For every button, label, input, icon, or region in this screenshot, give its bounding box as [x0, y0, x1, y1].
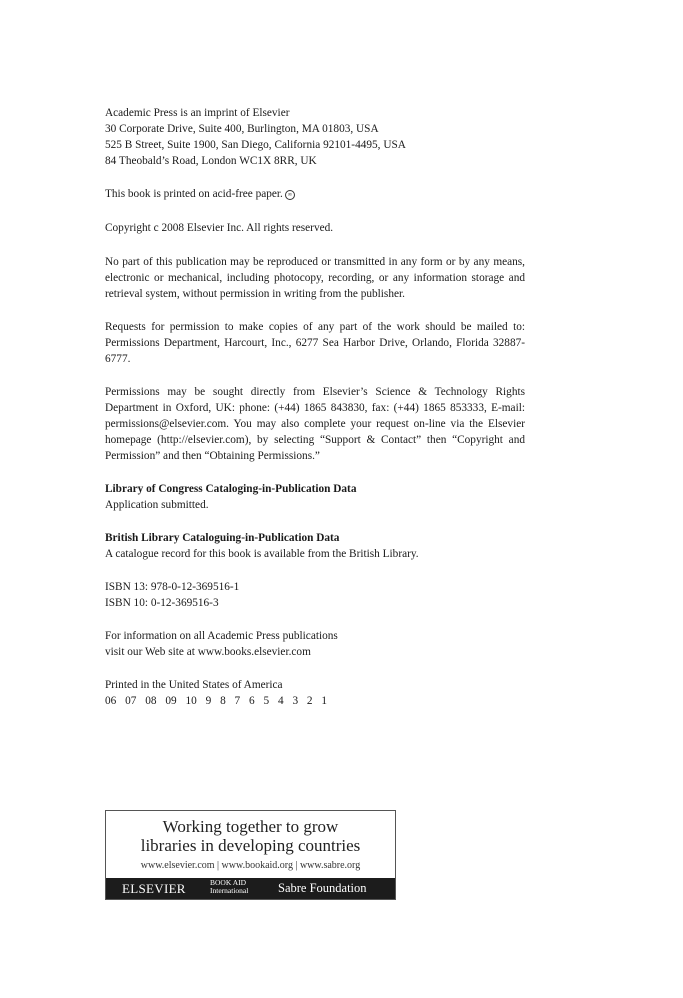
sabre-logo: Sabre Foundation — [278, 881, 367, 895]
logo-sites: www.elsevier.com | www.bookaid.org | www.sabre.org — [140, 860, 361, 871]
info-line: visit our Web site at www.books.elsevier.com — [105, 646, 311, 658]
bl-heading: British Library Cataloguing-in-Publication Data — [105, 532, 340, 544]
logo-slogan: Working together to grow — [162, 817, 339, 836]
isbn-13: ISBN 13: 978-0-12-369516-1 — [105, 581, 240, 593]
bookaid-line: BOOK AID — [210, 878, 247, 887]
logo-band — [106, 878, 395, 899]
publisher-line: Academic Press is an imprint of Elsevier — [105, 107, 290, 119]
permission-requests: Requests for permission to make copies of any part of the work should be mailed to: Permissions Department, Harcourt, Inc., 6277 Sea Harbor Drive, Orlando, Florida 32887-6777. — [105, 321, 525, 365]
loc-text: Application submitted. — [105, 499, 209, 511]
publisher-address — [105, 105, 525, 169]
bl-text: A catalogue record for this book is available from the British Library. — [105, 548, 419, 560]
copyright-notice: Copyright c 2008 Elsevier Inc. All rights reserved. — [105, 222, 334, 234]
info-line: For information on all Academic Press publications — [105, 630, 338, 642]
printing-block — [105, 677, 525, 709]
logo-slogan: libraries in developing countries — [140, 836, 361, 855]
loc-heading: Library of Congress Cataloging-in-Publication Data — [105, 483, 357, 495]
bl-cataloging — [105, 530, 525, 562]
acid-free-text: This book is printed on acid-free paper. — [105, 188, 283, 200]
loc-cataloging — [105, 481, 525, 513]
isbn-10: ISBN 10: 0-12-369516-3 — [105, 597, 219, 609]
print-line: 06 07 08 09 10 9 8 7 6 5 4 3 2 1 — [105, 695, 328, 707]
infinity-icon: ∞ — [285, 190, 295, 200]
info-block — [105, 628, 525, 660]
publisher-line: 84 Theobald’s Road, London WC1X 8RR, UK — [105, 155, 317, 167]
reproduction-notice: No part of this publication may be reproduced or transmitted in any form or by any means, electronic or mechanical, including photocopy, recording, or any information storage and retrieval system, without permission in writing from the publisher. — [105, 256, 525, 300]
printed-in: Printed in the United States of America — [105, 679, 283, 691]
acid-free-notice — [105, 186, 525, 202]
sponsor-logo — [105, 810, 396, 900]
elsevier-logo: ELSEVIER — [122, 881, 186, 896]
isbn-block — [105, 579, 525, 611]
bookaid-logo — [210, 879, 248, 895]
copyright-page — [105, 105, 525, 709]
publisher-line: 525 B Street, Suite 1900, San Diego, California 92101-4495, USA — [105, 139, 406, 151]
publisher-line: 30 Corporate Drive, Suite 400, Burlington, MA 01803, USA — [105, 123, 379, 135]
bookaid-line: International — [210, 886, 249, 895]
permissions-online: Permissions may be sought directly from Elsevier’s Science & Technology Rights Department in Oxford, UK: phone: (+44) 1865 843830, fax: (+44) 1865 853333, E-mail: permissions@elsevier.com. You may also complete your request on-line via the Elsevier homepage (http://elsevier.com), by selecting “Support & Contact” then “Copyright and Permission” and then “Obtaining Permissions.” — [105, 386, 525, 462]
